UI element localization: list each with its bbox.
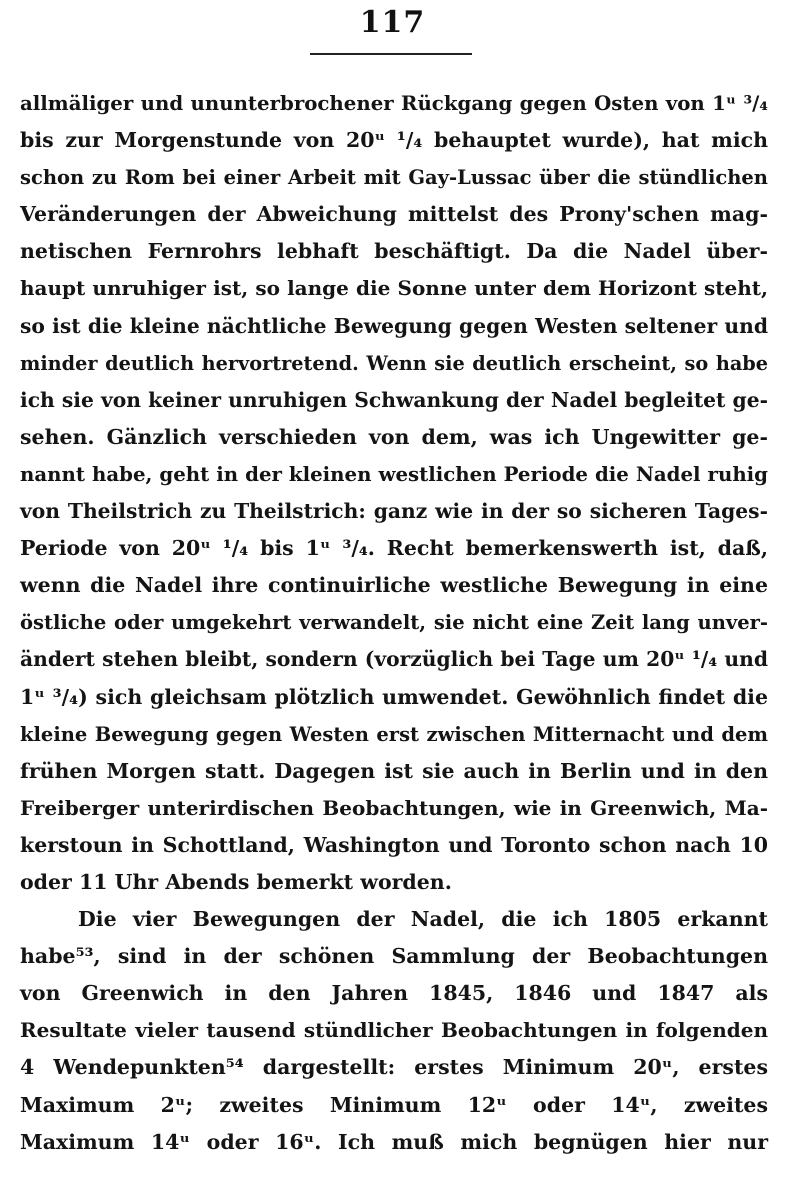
text-line: kleine Bewegung gegen Westen erst zwischen Mitternacht und dem [20,722,768,746]
text-line: minder deutlich hervortretend. Wenn sie deutlich erscheint, so habe [20,351,768,375]
text-line: 1ᵘ ³/₄) sich gleichsam plötzlich umwendet. Gewöhnlich findet die [20,684,768,709]
text-line: bis zur Morgenstunde von 20ᵘ ¹/₄ behauptet wurde), hat mich [20,128,768,153]
text-line: wenn die Nadel ihre continuirliche westliche Bewegung in eine [20,573,768,598]
text-line: netischen Fernrohrs lebhaft beschäftigt. Da die Nadel über- [20,239,768,264]
text-line: nannt habe, geht in der kleinen westlichen Periode die Nadel ruhig [20,461,768,486]
paragraph-start-line: Die vier Bewegungen der Nadel, die ich 1805 erkannt [78,907,768,932]
text-line: Maximum 2ᵘ; zweites Minimum 12ᵘ oder 14ᵘ, zweites [20,1092,768,1117]
text-line: frühen Morgen statt. Dagegen ist sie auch in Berlin und in den [20,758,768,783]
text-line: ich sie von keiner unruhigen Schwankung der Nadel begleitet ge- [20,387,768,412]
header-rule [310,53,472,55]
text-line: Freiberger unterirdischen Beobachtungen, wie in Greenwich, Ma- [20,795,768,820]
text-line: allmäliger und ununterbrochener Rückgang gegen Osten von 1ᵘ ³/₄ [20,91,768,115]
text-line: 4 Wendepunkten⁵⁴ dargestellt: erstes Minimum 20ᵘ, erstes [20,1055,768,1080]
text-line: habe⁵³, sind in der schönen Sammlung der Beobachtungen [20,944,768,969]
paragraph-end-line: oder 11 Uhr Abends bemerkt worden. [20,869,452,894]
page-number: 117 [359,5,426,40]
text-line: kerstoun in Schottland, Washington und Toronto schon nach 10 [20,832,768,857]
text-line: haupt unruhiger ist, so lange die Sonne unter dem Horizont steht, [20,276,768,301]
text-line: östliche oder umgekehrt verwandelt, sie nicht eine Zeit lang unver- [20,611,768,635]
text-line: von Theilstrich zu Theilstrich: ganz wie in der so sicheren Tages- [20,499,768,524]
text-line: Resultate vieler tausend stündlicher Beobachtungen in folgenden [20,1018,768,1043]
text-line: so ist die kleine nächtliche Bewegung gegen Westen seltener und [20,313,768,338]
text-line: schon zu Rom bei einer Arbeit mit Gay-Lussac über die stündlichen [20,166,768,190]
text-line: Periode von 20ᵘ ¹/₄ bis 1ᵘ ³/₄. Recht bemerkenswerth ist, daß, [20,536,768,561]
text-line: von Greenwich in den Jahren 1845, 1846 und 1847 als [20,981,768,1006]
body-text [20,85,768,1161]
text-line: ändert stehen bleibt, sondern (vorzüglich bei Tage um 20ᵘ ¹/₄ und [20,647,768,672]
text-line: Maximum 14ᵘ oder 16ᵘ. Ich muß mich begnügen hier nur [20,1129,768,1154]
text-line: sehen. Gänzlich verschieden von dem, was ich Ungewitter ge- [20,424,768,449]
text-line: Veränderungen der Abweichung mittelst des Prony'schen mag- [20,202,768,227]
